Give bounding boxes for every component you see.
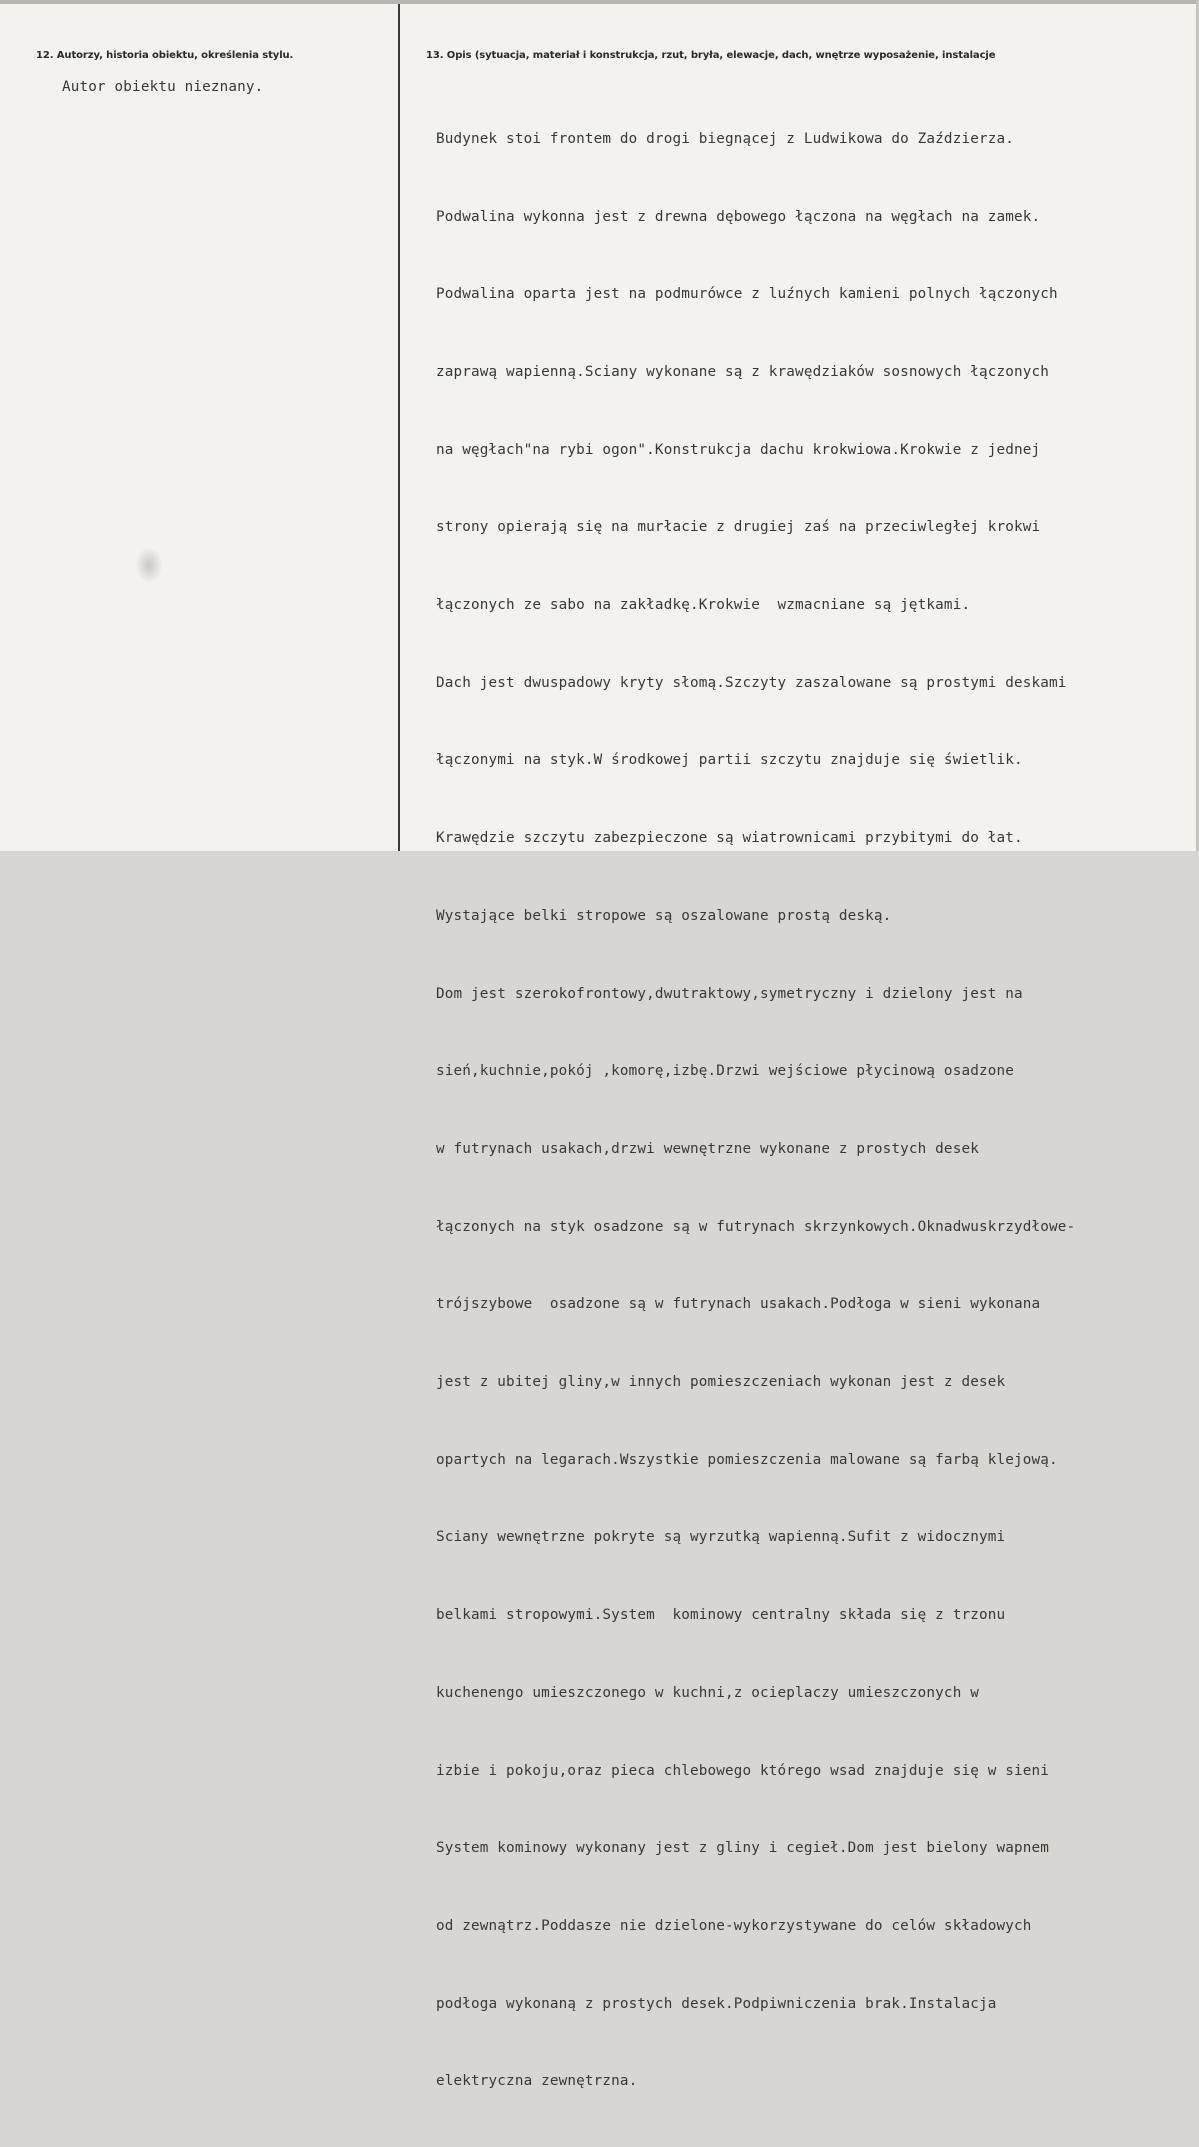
- description-line: zaprawą wapienną.Sciany wykonane są z krawędziaków sosnowych łączonych: [436, 363, 1050, 380]
- section-12-header: 12. Autorzy, historia obiektu, określenia stylu.: [36, 50, 294, 61]
- description-line: izbie i pokoju,oraz pieca chlebowego którego wsad znajduje się w sieni: [436, 1762, 1050, 1779]
- description-line: na węgłach"na rybi ogon".Konstrukcja dachu krokwiowa.Krokwie z jednej: [436, 441, 1041, 458]
- description-line: Sciany wewnętrzne pokryte są wyrzutką wapienną.Sufit z widocznymi: [436, 1529, 1006, 1546]
- description-line: System kominowy wykonany jest z gliny i cegieł.Dom jest bielony wapnem: [436, 1840, 1050, 1857]
- description-line: łączonymi na styk.W środkowej partii szczytu znajduje się świetlik.: [436, 752, 1023, 769]
- description-line: Dach jest dwuspadowy kryty słomą.Szczyty zaszalowane są prostymi deskami: [436, 674, 1067, 691]
- description-line: sień,kuchnie,pokój ,komorę,izbę.Drzwi wejściowe płycinową osadzone: [436, 1063, 1014, 1080]
- description-line: jest z ubitej gliny,w innych pomieszczeniach wykonan jest z desek: [436, 1374, 1006, 1391]
- description-line: w futrynach usakach,drzwi wewnętrzne wykonane z prostych desek: [436, 1140, 979, 1157]
- description-line: Dom jest szerokofrontowy,dwutraktowy,symetryczny i dzielony jest na: [436, 985, 1023, 1002]
- description-line: Krawędzie szczytu zabezpieczone są wiatrownicami przybitymi do łat.: [436, 830, 1023, 847]
- paper-edge-top: [0, 0, 1199, 4]
- description-line: opartych na legarach.Wszystkie pomieszczenia malowane są farbą klejową.: [436, 1451, 1058, 1468]
- description-line: Podwalina wykonna jest z drewna dębowego łączona na węgłach na zamek.: [436, 208, 1041, 225]
- description-line: Podwalina oparta jest na podmurówce z luźnych kamieni polnych łączonych: [436, 286, 1058, 303]
- description-line: kuchenengo umieszczonego w kuchni,z ocieplaczy umieszczonych w: [436, 1684, 979, 1701]
- column-divider: [398, 4, 400, 851]
- description-line: Wystające belki stropowe są oszalowane prostą deską.: [436, 907, 892, 924]
- description-line: belkami stropowymi.System kominowy centralny składa się z trzonu: [436, 1607, 1006, 1624]
- description-line: trójszybowe osadzone są w futrynach usakach.Podłoga w sieni wykonana: [436, 1296, 1041, 1313]
- description-line: od zewnątrz.Poddasze nie dzielone-wykorzystywane do celów składowych: [436, 1917, 1032, 1934]
- description-text: [436, 75, 1075, 2147]
- description-line: łączonych ze sabo na zakładkę.Krokwie wzmacniane są jętkami.: [436, 597, 971, 614]
- section-13-header: 13. Opis (sytuacja, materiał i konstrukcja, rzut, bryła, elewacje, dach, wnętrze wyposażenie, instalacje: [426, 50, 996, 61]
- description-line: strony opierają się na murłacie z drugiej zaś na przeciwległej krokwi: [436, 519, 1041, 536]
- description-line: Budynek stoi frontem do drogi biegnącej z Ludwikowa do Zaździerza.: [436, 130, 1014, 147]
- description-line: łączonych na styk osadzone są w futrynach skrzynkowych.Oknadwuskrzydłowe-: [436, 1218, 1076, 1235]
- author-text: Autor obiektu nieznany.: [62, 79, 264, 95]
- ink-smudge: [136, 548, 162, 582]
- description-line: elektryczna zewnętrzna.: [436, 2073, 638, 2090]
- description-line: podłoga wykonaną z prostych desek.Podpiwniczenia brak.Instalacja: [436, 1995, 997, 2012]
